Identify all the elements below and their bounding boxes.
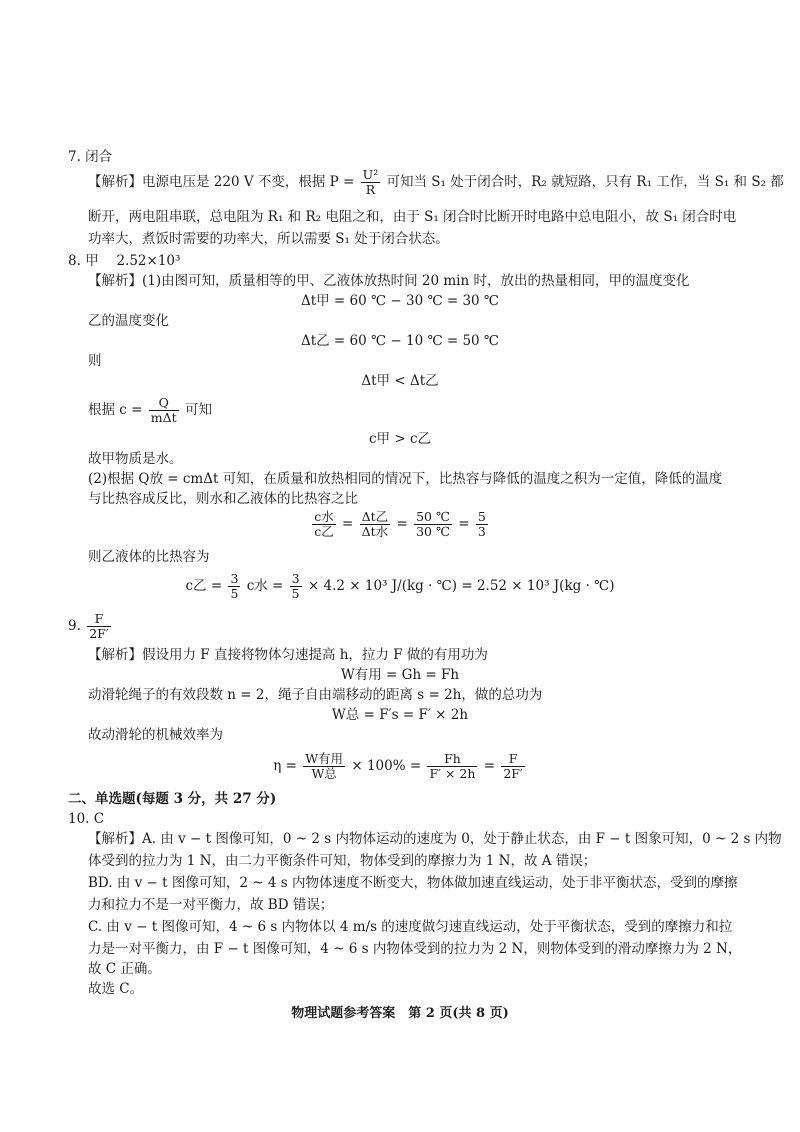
q9-equation-2: W总 = F′s = F′ × 2h — [331, 707, 469, 723]
q8-text-4: 根据 c = $\frac{Q}{\text{mΔt}}$ 可知 — [88, 395, 212, 425]
q8-equation-1: Δt甲 = 60 ℃ − 30 ℃ = 30 ℃ — [300, 293, 500, 309]
q10-analysis-line-7: 故 C 正确。 — [88, 961, 161, 977]
q8-text-7: 与比热容成反比，则水和乙液体的比热容之比 — [88, 491, 358, 507]
q9-equation-3: η = $\frac{\text{W有用}}{\text{W总}}$ × 100% = $\frac{Fh}{F' \times 2h}$ = $\frac{F}{2F'}$ — [273, 751, 523, 781]
q7-analysis-line-1: 【解析】电源电压是 220 V 不变，根据 P = $\frac{\text{U²}}{R}$ 可知当 S₁ 处于闭合时，R₂ 就短路，只有 R₁ 工作，当 S₁ 和 S₂ 都 — [88, 167, 784, 197]
q9-answer-fraction: $\frac{F}{2F'}$ — [89, 611, 109, 641]
q8-equation-2: Δt乙 = 60 ℃ − 10 ℃ = 50 ℃ — [300, 333, 500, 349]
q8-answer-label: 8. 甲 2.52×10³ — [68, 253, 181, 269]
q10-analysis-line-2: 体受到的拉力为 1 N，由二力平衡条件可知，物体受到的摩擦力为 1 N，故 A 错误； — [88, 853, 597, 869]
q10-analysis-line-3: BD. 由 v − t 图像可知，2 ~ 4 s 内物体速度不断变大，物体做加速直线运动，处于非平衡状态，受到的摩擦 — [88, 875, 738, 891]
q8-equation-4: c甲 > c乙 — [368, 431, 431, 447]
q7-answer-label: 7. 闭合 — [68, 149, 113, 165]
q10-answer-label: 10. C — [68, 811, 105, 827]
page-footer: 物理试题参考答案 第 2 页(共 8 页) — [291, 1006, 509, 1021]
section-title-single-choice: 二、单选题(每题 3 分，共 27 分) — [68, 791, 277, 807]
q8-equation-5: $\frac{\text{c水}}{\text{c乙}}$ = $\frac{\text{Δt乙}}{\text{Δt水}}$ = $\frac{50 ℃}{30 ℃}$ = $\frac{5}{3}$ — [314, 509, 486, 539]
q8-analysis-line-1: 【解析】(1)由图可知，质量相等的甲、乙液体放热时间 20 min 时，放出的热量相同，甲的温度变化 — [88, 273, 690, 289]
q10-analysis-line-1: 【解析】A. 由 v − t 图像可知，0 ~ 2 s 内物体运动的速度为 0，处于静止状态，由 F − t 图象可知，0 ~ 2 s 内物 — [88, 831, 782, 847]
q9-analysis-line-1: 【解析】假设用力 F 直接将物体匀速提高 h，拉力 F 做的有用功为 — [88, 647, 488, 663]
q8-text-8: 则乙液体的比热容为 — [88, 549, 210, 565]
q7-analysis-line-2: 断开，两电阻串联，总电阻为 R₁ 和 R₂ 电阻之和，由于 S₁ 闭合时比断开时电路中总电阻小，故 S₁ 闭合时电 — [88, 209, 737, 225]
q9-text-3: 故动滑轮的机械效率为 — [88, 727, 223, 743]
q8-text-2: 乙的温度变化 — [88, 313, 169, 329]
q8-text-5: 故甲物质是水。 — [88, 451, 183, 467]
q7-power-fraction: $\frac{\text{U²}}{R}$ — [362, 167, 379, 197]
q8-equation-3: Δt甲 < Δt乙 — [361, 373, 439, 389]
q8-text-6: (2)根据 Q放 = cmΔt 可知，在质量和放热相同的情况下，比热容与降低的温度之积为一定值，降低的温度 — [88, 471, 723, 487]
q7-analysis-line-3: 功率大，煮饭时需要的功率大，所以需要 S₁ 处于闭合状态。 — [88, 231, 449, 247]
q9-text-2: 动滑轮绳子的有效段数 n = 2，绳子自由端移动的距离 s = 2h，做的总功为 — [88, 687, 543, 703]
q8-text-3: 则 — [88, 353, 102, 369]
q10-analysis-line-8: 故选 C。 — [88, 981, 144, 997]
q9-equation-1: W有用 = Gh = Fh — [340, 667, 460, 683]
q10-analysis-line-5: C. 由 v − t 图像可知，4 ~ 6 s 内物体以 4 m/s 的速度做匀速直线运动，处于平衡状态，受到的摩擦力和拉 — [88, 919, 733, 935]
q9-answer-label: 9. $\frac{F}{2F'}$ — [68, 611, 109, 641]
q10-analysis-line-4: 力和拉力不是一对平衡力，故 BD 错误； — [88, 897, 334, 913]
q8-specific-heat-fraction: $\frac{Q}{\text{mΔt}}$ — [150, 395, 177, 425]
q8-equation-6: c乙 = $\frac{3}{5}$ c水 = $\frac{3}{5}$ × 4.2 × 10³ J/(kg · ℃) = 2.52 × 10³ J(kg · ℃) — [185, 571, 615, 601]
q10-analysis-line-6: 力是一对平衡力，由 F − t 图像可知，4 ~ 6 s 内物体受到的拉力为 2 N，则物体受到的滑动摩擦力为 2 N， — [88, 941, 742, 957]
